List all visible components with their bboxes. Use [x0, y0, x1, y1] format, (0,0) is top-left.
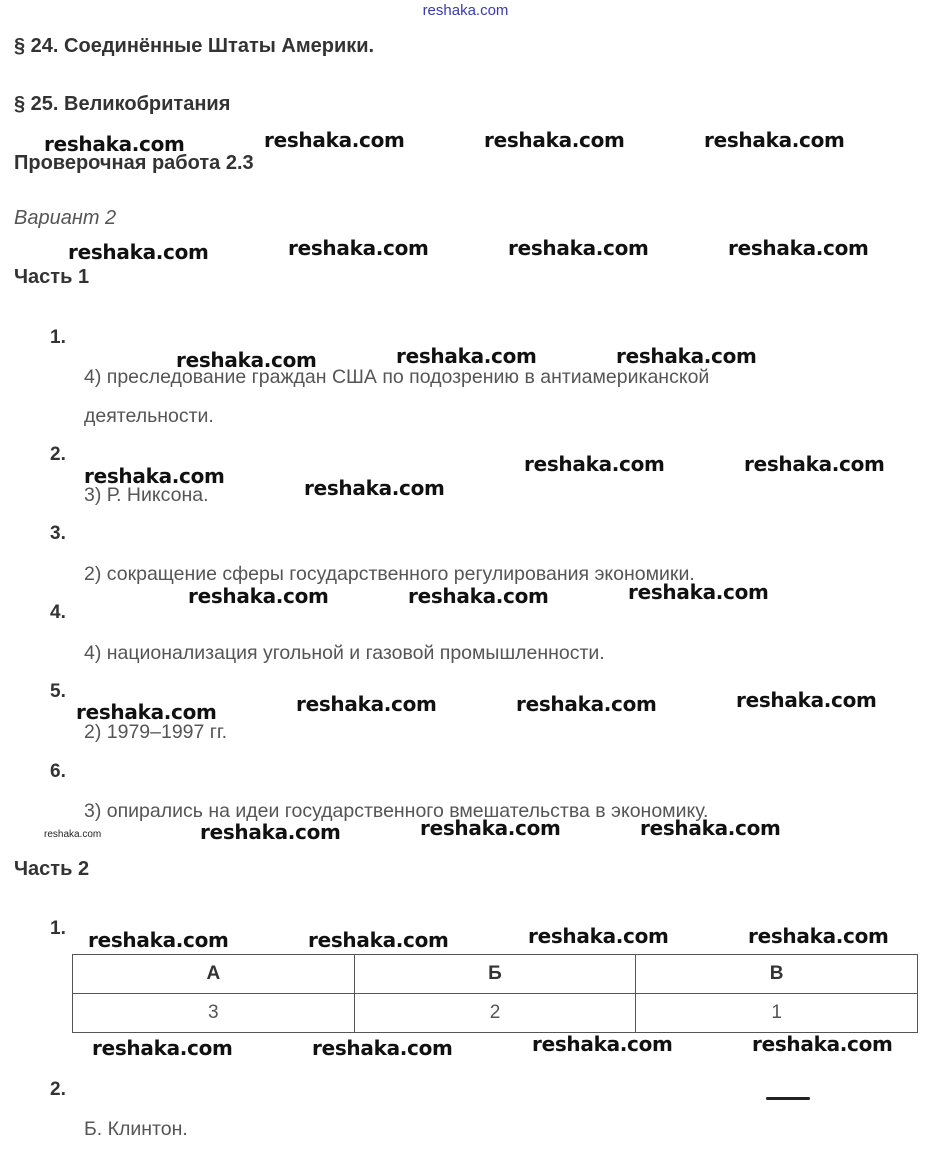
- watermark: reshaka.com: [752, 1032, 893, 1056]
- table-cell: 3: [73, 994, 355, 1033]
- question-number: 4.: [50, 602, 66, 623]
- watermark: reshaka.com: [748, 924, 889, 948]
- question-number: 3.: [50, 523, 66, 544]
- question-number: 5.: [50, 681, 66, 702]
- answer-text: Б. Клинтон.: [84, 1118, 188, 1140]
- watermark: reshaka.com: [524, 452, 665, 476]
- watermark: reshaka.com: [188, 584, 329, 608]
- variant-label: Вариант 2: [14, 207, 117, 229]
- answer-text: 2) сокращение сферы государственного регулирования экономики.: [84, 563, 695, 585]
- part1-heading: Часть 1: [14, 266, 90, 288]
- watermark: reshaka.com: [628, 580, 769, 604]
- table-header-cell: В: [636, 955, 918, 994]
- answer-text: 3) опирались на идеи государственного вмешательства в экономику.: [84, 800, 709, 822]
- watermark: reshaka.com: [68, 240, 209, 264]
- question-number: 2.: [50, 444, 66, 465]
- watermark: reshaka.com: [736, 688, 877, 712]
- watermark: reshaka.com: [296, 692, 437, 716]
- watermark: reshaka.com: [616, 344, 757, 368]
- answer-text: 2) 1979–1997 гг.: [84, 721, 228, 743]
- watermark: reshaka.com: [84, 464, 225, 488]
- watermark: reshaka.com: [528, 924, 669, 948]
- watermark: reshaka.com: [508, 236, 649, 260]
- table-cell: 2: [354, 994, 636, 1033]
- watermark: reshaka.com: [516, 692, 657, 716]
- question-number: 1.: [50, 327, 66, 348]
- watermark: reshaka.com: [312, 1036, 453, 1060]
- answer-table: [72, 954, 918, 1033]
- answer-text: 4) преследование граждан США по подозрению в антиамериканской: [84, 366, 710, 388]
- watermark: reshaka.com: [44, 132, 185, 156]
- table-cell: 1: [636, 994, 918, 1033]
- watermark: reshaka.com: [76, 700, 217, 724]
- part2-heading: Часть 2: [14, 858, 90, 880]
- watermark: reshaka.com: [288, 236, 429, 260]
- watermark: reshaka.com: [728, 236, 869, 260]
- watermark: reshaka.com: [200, 820, 341, 844]
- section-25-heading: § 25. Великобритания: [14, 93, 231, 115]
- watermark: reshaka.com: [88, 928, 229, 952]
- watermark: reshaka.com: [92, 1036, 233, 1060]
- watermark-small: reshaka.com: [44, 829, 102, 840]
- watermark: reshaka.com: [176, 348, 317, 372]
- answer-text: деятельности.: [84, 405, 214, 427]
- question-number: 2.: [50, 1079, 66, 1100]
- question-number: 1.: [50, 918, 66, 939]
- question-number: 6.: [50, 761, 66, 782]
- section-24-heading: § 24. Соединённые Штаты Америки.: [14, 35, 375, 57]
- watermark: reshaka.com: [396, 344, 537, 368]
- site-watermark-top[interactable]: reshaka.com: [422, 2, 509, 19]
- watermark: reshaka.com: [420, 816, 561, 840]
- decorative-dash: [766, 1097, 810, 1100]
- test-title: Проверочная работа 2.3: [14, 152, 254, 174]
- watermark: reshaka.com: [640, 816, 781, 840]
- watermark: reshaka.com: [532, 1032, 673, 1056]
- watermark: reshaka.com: [408, 584, 549, 608]
- table-header-cell: Б: [354, 955, 636, 994]
- watermark: reshaka.com: [744, 452, 885, 476]
- watermark: reshaka.com: [304, 476, 445, 500]
- watermark: reshaka.com: [264, 128, 405, 152]
- watermark: reshaka.com: [704, 128, 845, 152]
- watermark: reshaka.com: [308, 928, 449, 952]
- table-header-cell: А: [73, 955, 355, 994]
- answer-text: 3) Р. Никсона.: [84, 484, 209, 506]
- watermark: reshaka.com: [484, 128, 625, 152]
- answer-text: 4) национализация угольной и газовой промышленности.: [84, 642, 605, 664]
